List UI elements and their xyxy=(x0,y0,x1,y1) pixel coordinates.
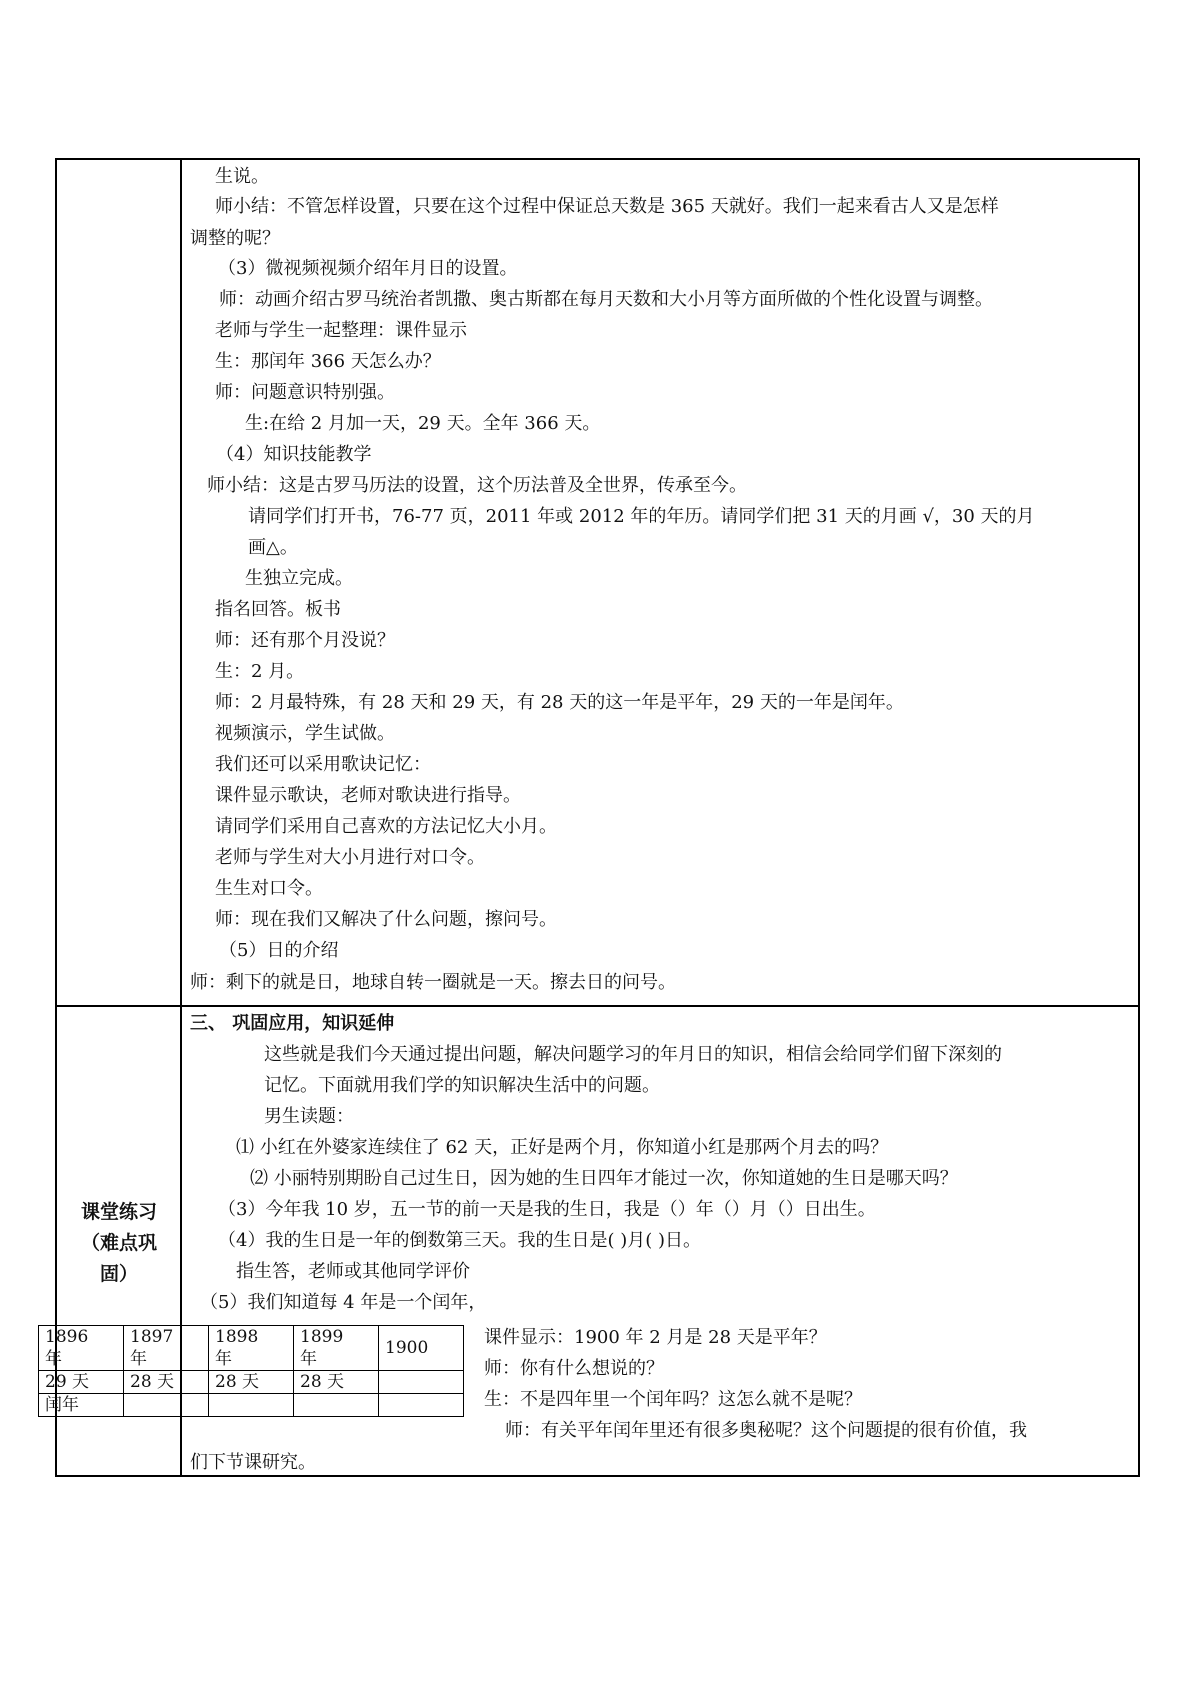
text-line: 记忆。下面就用我们学的知识解决生活中的问题。 xyxy=(264,1075,660,1096)
text-line: 指生答，老师或其他同学评价 xyxy=(236,1261,470,1282)
table-cell: 1897 年 xyxy=(124,1326,209,1371)
table-row xyxy=(39,1326,464,1371)
table-cell: 1899 年 xyxy=(294,1326,379,1371)
text-line: 视频演示，学生试做。 xyxy=(215,723,395,744)
table-cell: 28 天 xyxy=(294,1371,379,1394)
text-line: 请同学们打开书，76-77 页，2011 年或 2012 年的年历。请同学们把 31 天的月画 √，30 天的月 xyxy=(248,506,1035,527)
text-line: （4）我的生日是一年的倒数第三天。我的生日是( )月( )日。 xyxy=(218,1230,701,1251)
table-cell xyxy=(209,1394,294,1417)
table-cell: 28 天 xyxy=(124,1371,209,1394)
text-line: 生独立完成。 xyxy=(245,568,353,589)
text-line: 师：2 月最特殊，有 28 天和 29 天，有 28 天的这一年是平年，29 天的一年是闰年。 xyxy=(215,692,904,713)
table-cell xyxy=(124,1394,209,1417)
text-line: 师：现在我们又解决了什么问题，擦问号。 xyxy=(215,909,557,930)
text-line: 老师与学生对大小月进行对口令。 xyxy=(215,847,485,868)
text-line: 师：有关平年闰年里还有很多奥秘呢？这个问题提的很有价值，我 xyxy=(505,1420,1027,1441)
text-line: ⑵ 小丽特别期盼自己过生日，因为她的生日四年才能过一次，你知道她的生日是哪天吗？ xyxy=(250,1168,958,1189)
text-line: 生生对口令。 xyxy=(215,878,323,899)
label-line: 固） xyxy=(99,1263,138,1285)
text-line: 师小结：这是古罗马历法的设置，这个历法普及全世界，传承至今。 xyxy=(207,475,747,496)
table-cell xyxy=(379,1394,464,1417)
leap-year-table xyxy=(38,1325,464,1417)
text-line: 这些就是我们今天通过提出问题，解决问题学习的年月日的知识，相信会给同学们留下深刻的 xyxy=(264,1044,1002,1065)
text-line: （3）微视频视频介绍年月日的设置。 xyxy=(218,258,518,279)
text-line: 们下节课研究。 xyxy=(190,1452,316,1473)
text-line: 课件显示歌诀，老师对歌诀进行指导。 xyxy=(215,785,521,806)
text-line: （5）日的介绍 xyxy=(219,940,339,961)
text-line: 师：还有那个月没说？ xyxy=(215,630,395,651)
text-line: 生：2 月。 xyxy=(215,661,305,682)
text-line: （3）今年我 10 岁，五一节的前一天是我的生日，我是（）年（）月（）日出生。 xyxy=(218,1199,876,1220)
text-line: ⑴ 小红在外婆家连续住了 62 天，正好是两个月，你知道小红是那两个月去的吗？ xyxy=(236,1137,889,1158)
label-line: 课堂练习 xyxy=(80,1201,157,1223)
table-cell: 29 天 xyxy=(39,1371,124,1394)
text-line: 生：不是四年里一个闰年吗？这怎么就不是呢？ xyxy=(484,1389,862,1410)
text-line: 课件显示：1900 年 2 月是 28 天是平年？ xyxy=(484,1327,827,1348)
section-heading: 三、 巩固应用，知识延伸 xyxy=(190,1013,395,1034)
row-divider xyxy=(55,1005,1140,1007)
text-line: （4）知识技能教学 xyxy=(216,444,372,465)
text-line: 请同学们采用自己喜欢的方法记忆大小月。 xyxy=(215,816,557,837)
text-line: 调整的呢？ xyxy=(190,228,280,249)
text-line: 老师与学生一起整理：课件显示 xyxy=(215,320,467,341)
text-line: 师：问题意识特别强。 xyxy=(215,382,395,403)
text-line: 师：剩下的就是日，地球自转一圈就是一天。擦去日的问号。 xyxy=(190,972,676,993)
table-cell: 1896 年 xyxy=(39,1326,124,1371)
text-line: 师小结：不管怎样设置，只要在这个过程中保证总天数是 365 天就好。我们一起来看古人又是怎样 xyxy=(215,196,999,217)
text-line: 男生读题： xyxy=(264,1106,354,1127)
table-cell: 1900 xyxy=(379,1326,464,1371)
table-cell: 闰年 xyxy=(39,1394,124,1417)
text-line: 师：你有什么想说的？ xyxy=(484,1358,664,1379)
text-line: （5）我们知道每 4 年是一个闰年， xyxy=(200,1292,487,1313)
table-cell xyxy=(379,1371,464,1394)
table-cell: 28 天 xyxy=(209,1371,294,1394)
label-line: （难点巩 xyxy=(80,1232,157,1254)
table-row xyxy=(39,1371,464,1394)
table-cell xyxy=(294,1394,379,1417)
text-line: 指名回答。板书 xyxy=(215,599,341,620)
text-line: 我们还可以采用歌诀记忆： xyxy=(215,754,431,775)
text-line: 生：那闰年 366 天怎么办？ xyxy=(215,351,441,372)
table-row xyxy=(39,1394,464,1417)
text-line: 生说。 xyxy=(215,166,269,187)
text-line: 生:在给 2 月加一天，29 天。全年 366 天。 xyxy=(245,413,601,434)
text-line: 画△。 xyxy=(248,537,298,558)
text-line: 师：动画介绍古罗马统治者凯撒、奥古斯都在每月天数和大小月等方面所做的个性化设置与调整。 xyxy=(219,289,993,310)
table-cell: 1898 年 xyxy=(209,1326,294,1371)
column-divider xyxy=(180,158,182,1477)
